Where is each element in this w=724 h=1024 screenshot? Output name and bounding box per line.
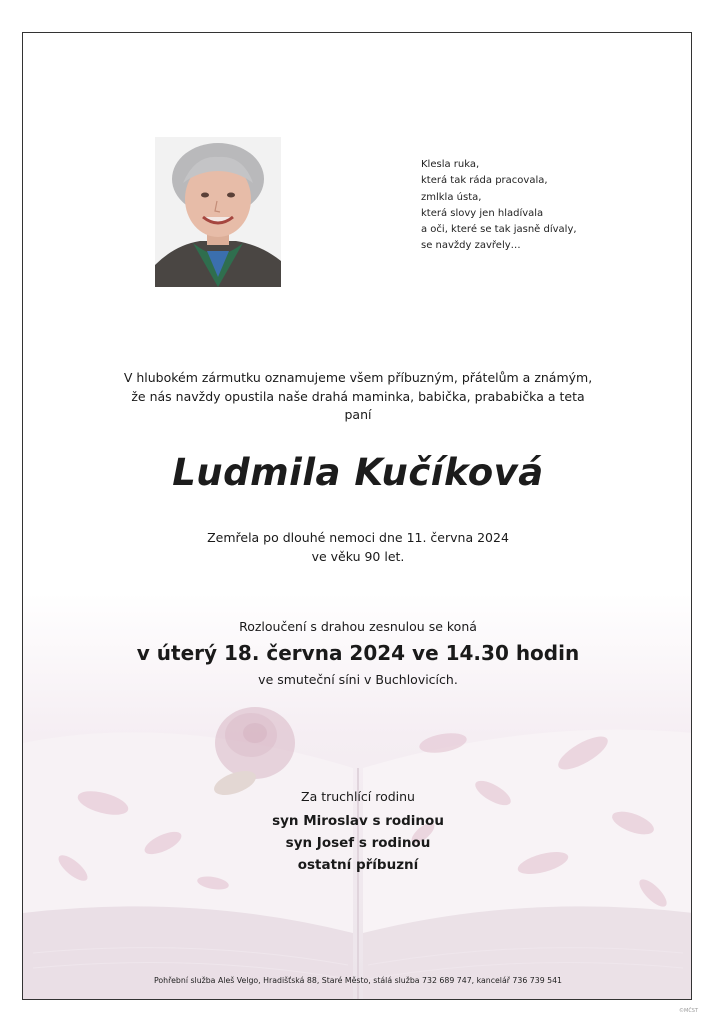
intro-line: V hlubokém zármutku oznamujeme všem příbuzným, přátelům a známým,	[123, 370, 593, 385]
poem-line: která tak ráda pracovala,	[421, 175, 548, 187]
portrait-photo	[155, 137, 281, 287]
family-member: syn Josef s rodinou	[285, 835, 431, 851]
poem-line: která slovy jen hladívala	[421, 207, 544, 219]
poem-line: zmlkla ústa,	[421, 191, 482, 203]
family-intro: Za truchlící rodinu	[301, 789, 415, 804]
portrait-image	[155, 137, 281, 287]
family-list	[23, 810, 692, 876]
intro-line: paní	[344, 407, 372, 422]
family-member: ostatní příbuzní	[297, 857, 419, 873]
death-date-line: Zemřela po dlouhé nemoci dne 11. června 2024	[207, 530, 509, 545]
ceremony-datetime: v úterý 18. června 2024 ve 14.30 hodin	[136, 641, 580, 665]
memorial-poem	[421, 157, 631, 255]
funeral-service-footer: Pohřební služba Aleš Velgo, Hradišťská 88, Staré Město, stálá služba 732 689 747, kancelář 736 739 541	[153, 976, 563, 985]
farewell-intro: Rozloučení s drahou zesnulou se koná	[239, 619, 477, 634]
poem-line: a oči, které se tak jasně dívaly,	[421, 224, 577, 236]
announcement-intro	[23, 369, 692, 425]
family-member: syn Miroslav s rodinou	[272, 813, 444, 829]
intro-line: že nás navždy opustila naše drahá maminka, babička, prababička a teta	[131, 388, 585, 404]
corner-mark: ©MČST	[679, 1008, 699, 1014]
age-line: ve věku 90 let.	[311, 548, 405, 564]
deceased-name: Ludmila Kučíková	[172, 451, 544, 494]
poem-line: se navždy zavřely…	[421, 240, 521, 252]
ceremony-place: ve smuteční síni v Buchlovicích.	[258, 672, 458, 687]
obituary-card	[22, 32, 692, 1000]
death-details	[23, 529, 692, 566]
poem-line: Klesla ruka,	[421, 159, 480, 170]
